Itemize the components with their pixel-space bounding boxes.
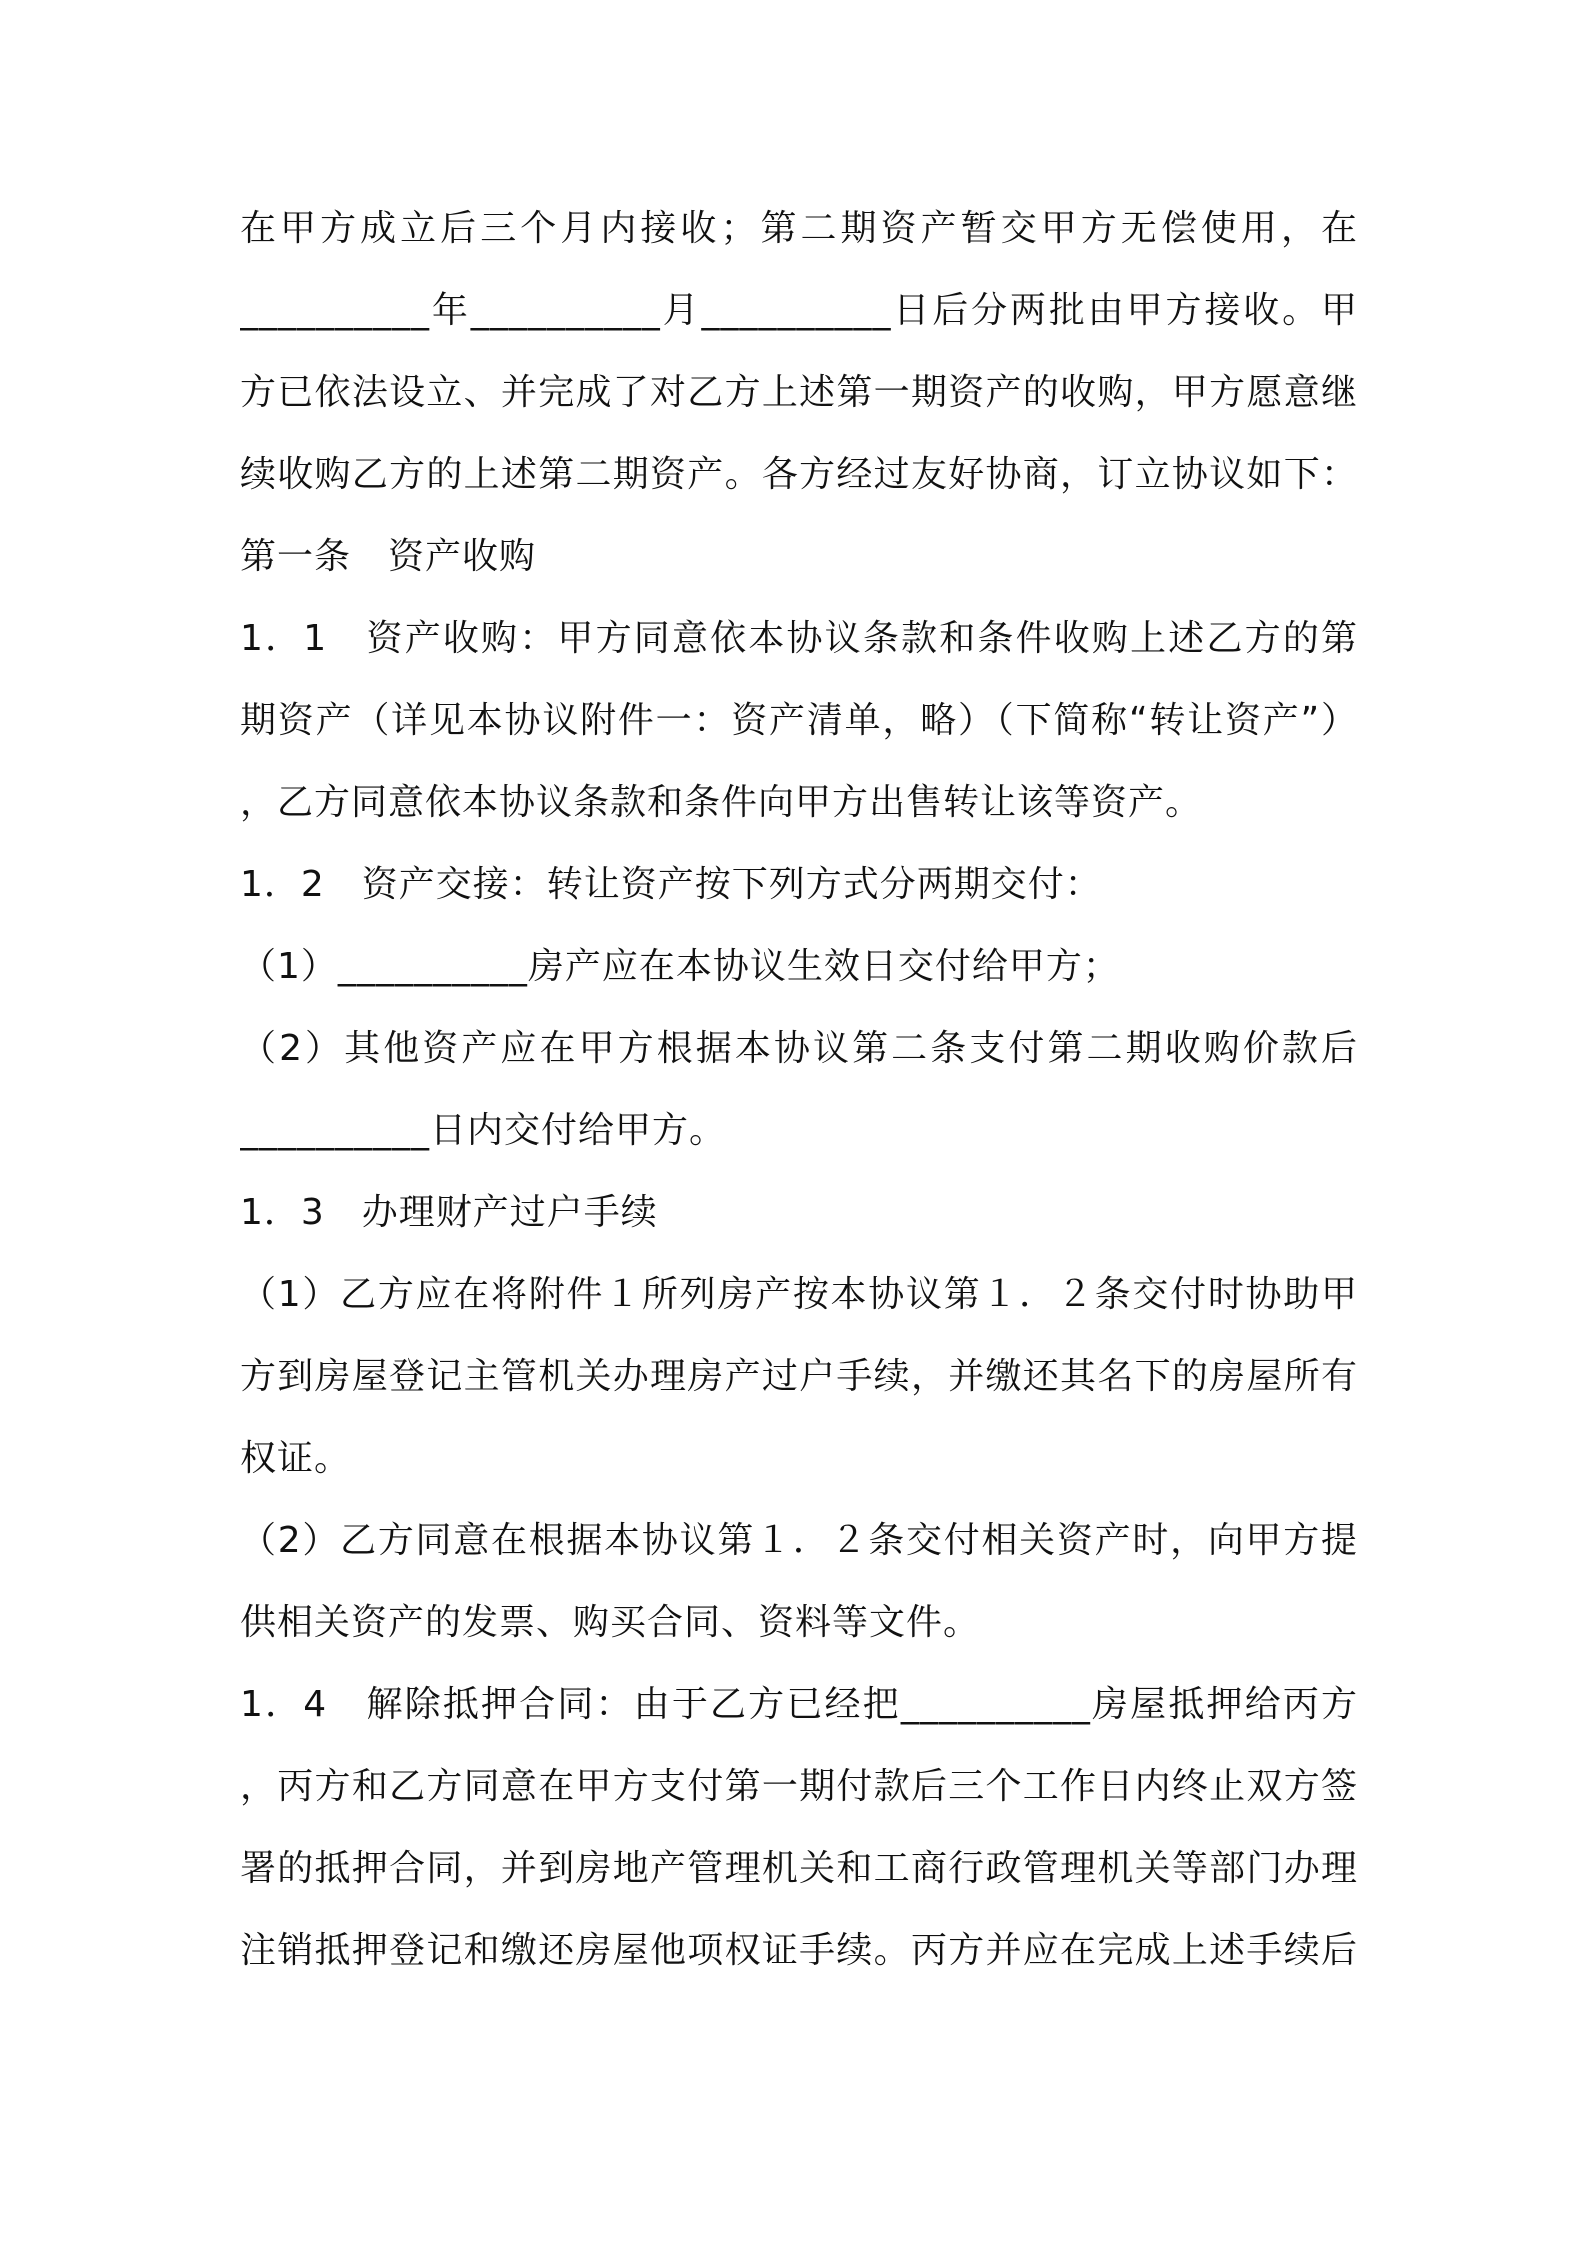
text-line: 权证。 — [240, 1438, 352, 1479]
list-item: （1）乙方应在将附件１所列房产按本协议第１．２条交付时协助甲 — [240, 1274, 1358, 1315]
clause-1-3: 1．3 办理财产过户手续 — [240, 1192, 658, 1233]
text-line: __________日内交付给甲方。 — [240, 1110, 727, 1151]
text-line: 方已依法设立、并完成了对乙方上述第一期资产的收购，甲方愿意继 — [240, 372, 1358, 413]
document-body — [240, 188, 1358, 1992]
text-line: 期资产（详见本协议附件一：资产清单，略）（下简称“转让资产”） — [240, 700, 1358, 741]
text-line: 在甲方成立后三个月内接收；第二期资产暂交甲方无偿使用，在 — [240, 208, 1358, 249]
text-line: 署的抵押合同，并到房地产管理机关和工商行政管理机关等部门办理 — [240, 1848, 1358, 1889]
clause-1-1: 1．1 资产收购：甲方同意依本协议条款和条件收购上述乙方的第 — [240, 618, 1358, 659]
text-line: 注销抵押登记和缴还房屋他项权证手续。丙方并应在完成上述手续后 — [240, 1930, 1358, 1971]
text-line: 供相关资产的发票、购买合同、资料等文件。 — [240, 1602, 981, 1643]
text-line: ，丙方和乙方同意在甲方支付第一期付款后三个工作日内终止双方签 — [240, 1766, 1358, 1807]
list-item: （2）乙方同意在根据本协议第１．２条交付相关资产时，向甲方提 — [240, 1520, 1358, 1561]
clause-1-4: 1．4 解除抵押合同：由于乙方已经把__________房屋抵押给丙方 — [240, 1684, 1358, 1725]
clause-1-2: 1．2 资产交接：转让资产按下列方式分两期交付： — [240, 864, 1102, 905]
text-line: 方到房屋登记主管机关办理房产过户手续，并缴还其名下的房屋所有 — [240, 1356, 1358, 1397]
list-item: （1）__________房产应在本协议生效日交付给甲方； — [240, 946, 1120, 987]
text-line: ，乙方同意依本协议条款和条件向甲方出售转让该等资产。 — [240, 782, 1203, 823]
text-line: __________年__________月__________日后分两批由甲方接收。甲 — [240, 290, 1358, 331]
list-item: （2）其他资产应在甲方根据本协议第二条支付第二期收购价款后 — [240, 1028, 1358, 1069]
text-line: 续收购乙方的上述第二期资产。各方经过友好协商，订立协议如下： — [240, 454, 1358, 495]
article-heading: 第一条 资产收购 — [240, 536, 537, 577]
